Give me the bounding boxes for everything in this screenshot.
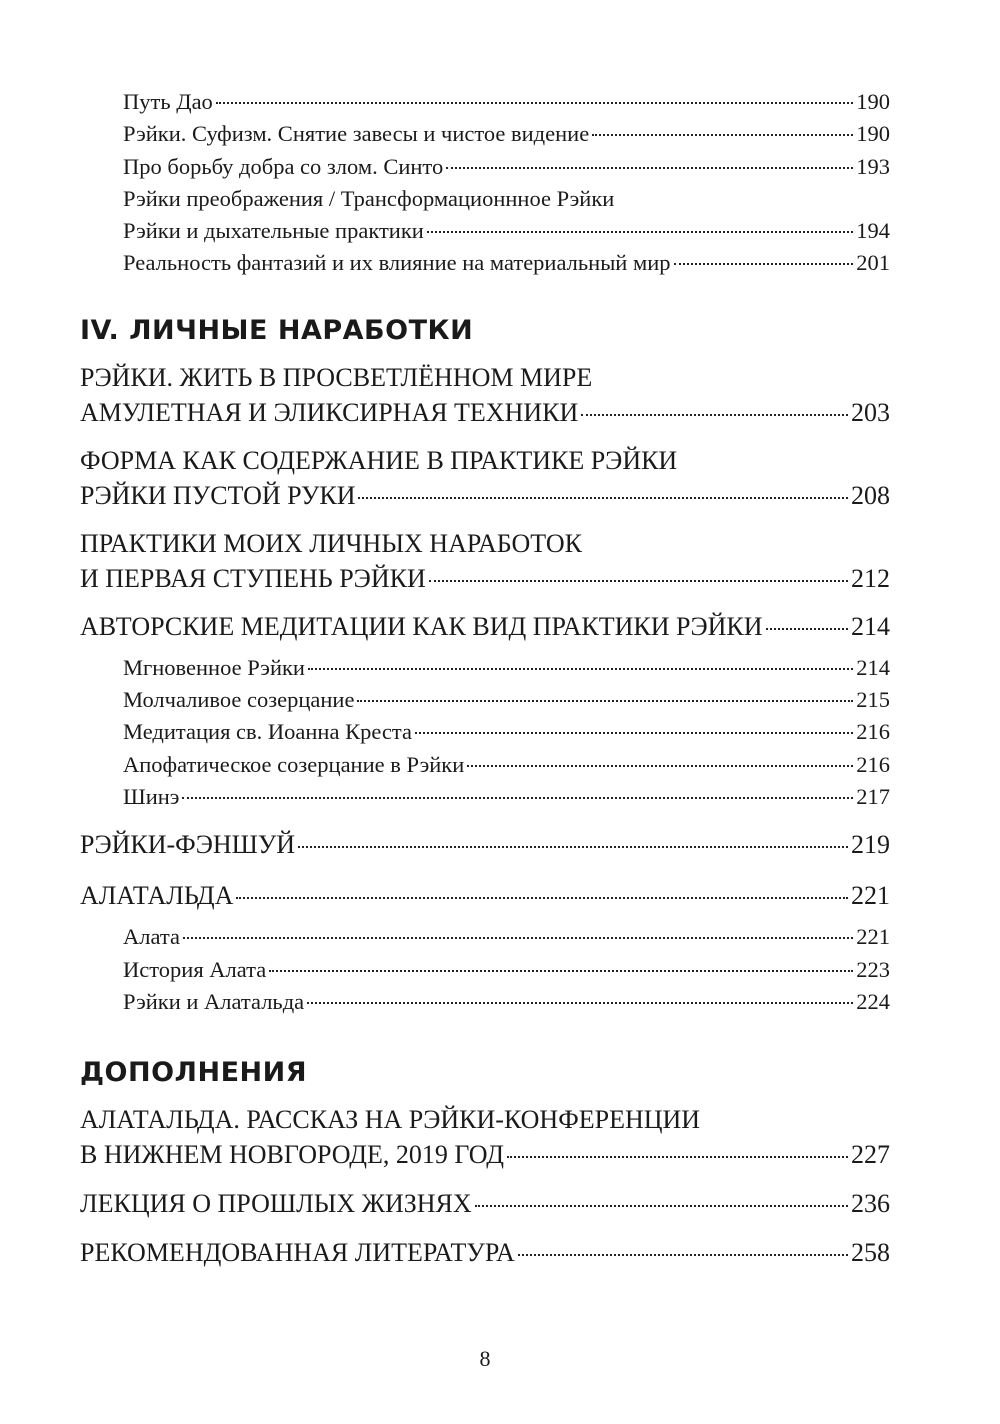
top-subentries — [123, 86, 890, 280]
toc-page-number: 217 — [856, 783, 890, 809]
toc-subentry[interactable] — [123, 86, 890, 118]
toc-subentry-title: Рэйки. Суфизм. Снятие завесы и чистое видение — [123, 121, 590, 147]
toc-entry-title: ЛЕКЦИЯ О ПРОШЛЫХ ЖИЗНЯХ — [80, 1189, 472, 1219]
toc-entry-title-line2: В НИЖНЕМ НОВГОРОДЕ, 2019 ГОД — [80, 1140, 504, 1170]
toc-page-number: 190 — [856, 89, 890, 114]
toc-page-number: 201 — [856, 250, 890, 276]
toc-page-number: 223 — [856, 956, 890, 982]
toc-subentry-title: Реальность фантазий и их влияние на материальный мир — [123, 250, 671, 276]
toc-page-number: 227 — [851, 1140, 890, 1170]
toc-entry[interactable] — [80, 443, 890, 513]
toc-subentry-title: Медитация св. Иоанна Креста — [123, 719, 412, 745]
toc-page-number: 214 — [856, 654, 890, 680]
toc-subentry[interactable] — [123, 954, 890, 986]
leader-dots — [357, 700, 853, 702]
toc-subentry[interactable] — [123, 749, 890, 781]
toc-subentry-group-title: Рэйки преображения / Трансформационнное Рэйки — [123, 185, 615, 211]
section-heading: ДОПОЛНЕНИЯ — [80, 1057, 307, 1089]
toc-entry[interactable] — [80, 878, 890, 913]
toc-entry[interactable] — [80, 609, 890, 644]
toc-page-number: 212 — [851, 563, 890, 593]
toc-subentry-title: Рэйки и Алатальда — [123, 988, 305, 1014]
leader-dots — [298, 846, 848, 848]
toc-entry-title: АЛАТАЛЬДА — [80, 881, 234, 911]
toc-subentry[interactable] — [123, 118, 890, 150]
table-of-contents — [80, 86, 890, 1270]
leader-dots — [581, 414, 848, 416]
leader-dots — [415, 732, 853, 734]
leader-dots — [216, 102, 853, 104]
toc-entry[interactable] — [80, 827, 890, 862]
toc-subentry[interactable] — [123, 921, 890, 953]
toc-entry[interactable] — [80, 526, 890, 596]
toc-page-number: 214 — [851, 611, 890, 641]
toc-subentry[interactable] — [123, 986, 890, 1018]
toc-subentry-title: Апофатическое созерцание в Рэйки — [123, 751, 465, 777]
leader-dots — [427, 231, 853, 233]
toc-entry-title-line1: ПРАКТИКИ МОИХ ЛИЧНЫХ НАРАБОТОК — [80, 528, 582, 558]
toc-subentry[interactable] — [123, 652, 890, 684]
toc-subentry[interactable] — [123, 151, 890, 183]
toc-subentry-title: История Алата — [123, 956, 267, 982]
toc-entry-title-line2: РЭЙКИ ПУСТОЙ РУКИ — [80, 480, 356, 510]
toc-entry[interactable] — [80, 1235, 890, 1270]
toc-entry-title-line2: И ПЕРВАЯ СТУПЕНЬ РЭЙКИ — [80, 563, 426, 593]
toc-page-number: 194 — [856, 218, 890, 244]
leader-dots — [674, 263, 854, 265]
toc-page-number: 216 — [856, 719, 890, 745]
toc-subentry[interactable] — [123, 684, 890, 716]
leader-dots — [307, 1002, 853, 1004]
toc-subentry[interactable] — [123, 716, 890, 748]
toc-page-number: 190 — [856, 121, 890, 147]
leader-dots — [507, 1156, 848, 1158]
toc-subentry[interactable] — [123, 215, 890, 247]
toc-subentry-title: Шинэ — [123, 783, 180, 809]
page-number: 8 — [479, 1346, 491, 1371]
toc-page-number: 224 — [856, 988, 890, 1014]
toc-entry-title-line1: АЛАТАЛЬДА. РАССКАЗ НА РЭЙКИ-КОНФЕРЕНЦИИ — [80, 1105, 701, 1135]
toc-subentry-title: Мгновенное Рэйки — [123, 654, 305, 680]
leader-dots — [592, 134, 853, 136]
toc-page-number: 236 — [851, 1189, 890, 1219]
toc-entry-title-line1: РЭЙКИ. ЖИТЬ В ПРОСВЕТЛЁННОМ МИРЕ — [80, 362, 593, 392]
toc-subentry-title: Рэйки и дыхательные практики — [123, 218, 424, 244]
leader-dots — [467, 765, 853, 767]
toc-subentry-title: Про борьбу добра со злом. Синто — [123, 153, 444, 179]
toc-page-number: 258 — [851, 1238, 890, 1268]
toc-entry-title-line2: АМУЛЕТНАЯ И ЭЛИКСИРНАЯ ТЕХНИКИ — [80, 397, 579, 427]
leader-dots — [358, 497, 848, 499]
toc-page-number: 215 — [856, 687, 890, 713]
toc-subentry[interactable] — [123, 247, 890, 279]
leader-dots — [308, 668, 853, 670]
leader-dots — [446, 167, 853, 169]
toc-subentry[interactable] — [123, 781, 890, 813]
toc-page-number: 221 — [851, 881, 890, 911]
alatalda-subentries — [123, 921, 890, 1018]
leader-dots — [518, 1254, 848, 1256]
leader-dots — [429, 580, 848, 582]
leader-dots — [475, 1205, 848, 1207]
toc-entry[interactable] — [80, 1186, 890, 1221]
toc-entry-title: АВТОРСКИЕ МЕДИТАЦИИ КАК ВИД ПРАКТИКИ РЭЙКИ — [80, 611, 763, 641]
leader-dots — [269, 970, 853, 972]
leader-dots — [766, 628, 848, 630]
meditation-subentries — [123, 652, 890, 813]
toc-page-number: 208 — [851, 480, 890, 510]
leader-dots — [182, 797, 853, 799]
toc-entry[interactable] — [80, 360, 890, 430]
toc-entry-title: РЭЙКИ-ФЭНШУЙ — [80, 830, 296, 860]
section-heading: IV. ЛИЧНЫЕ НАРАБОТКИ — [80, 314, 474, 346]
leader-dots — [183, 937, 853, 939]
toc-entry[interactable] — [80, 1102, 890, 1172]
toc-entry-title-line1: ФОРМА КАК СОДЕРЖАНИЕ В ПРАКТИКЕ РЭЙКИ — [80, 445, 678, 475]
toc-subentry-title: Путь Дао — [123, 89, 213, 114]
toc-subentry-title: Алата — [123, 924, 180, 950]
toc-page-number: 193 — [856, 153, 890, 179]
leader-dots — [236, 897, 848, 899]
toc-page-number: 216 — [856, 751, 890, 777]
toc-page-number: 219 — [851, 830, 890, 860]
toc-page-number: 203 — [851, 397, 890, 427]
toc-page-number: 221 — [856, 924, 890, 950]
toc-subentry-title: Молчаливое созерцание — [123, 687, 355, 713]
toc-entry-title: РЕКОМЕНДОВАННАЯ ЛИТЕРАТУРА — [80, 1238, 515, 1268]
